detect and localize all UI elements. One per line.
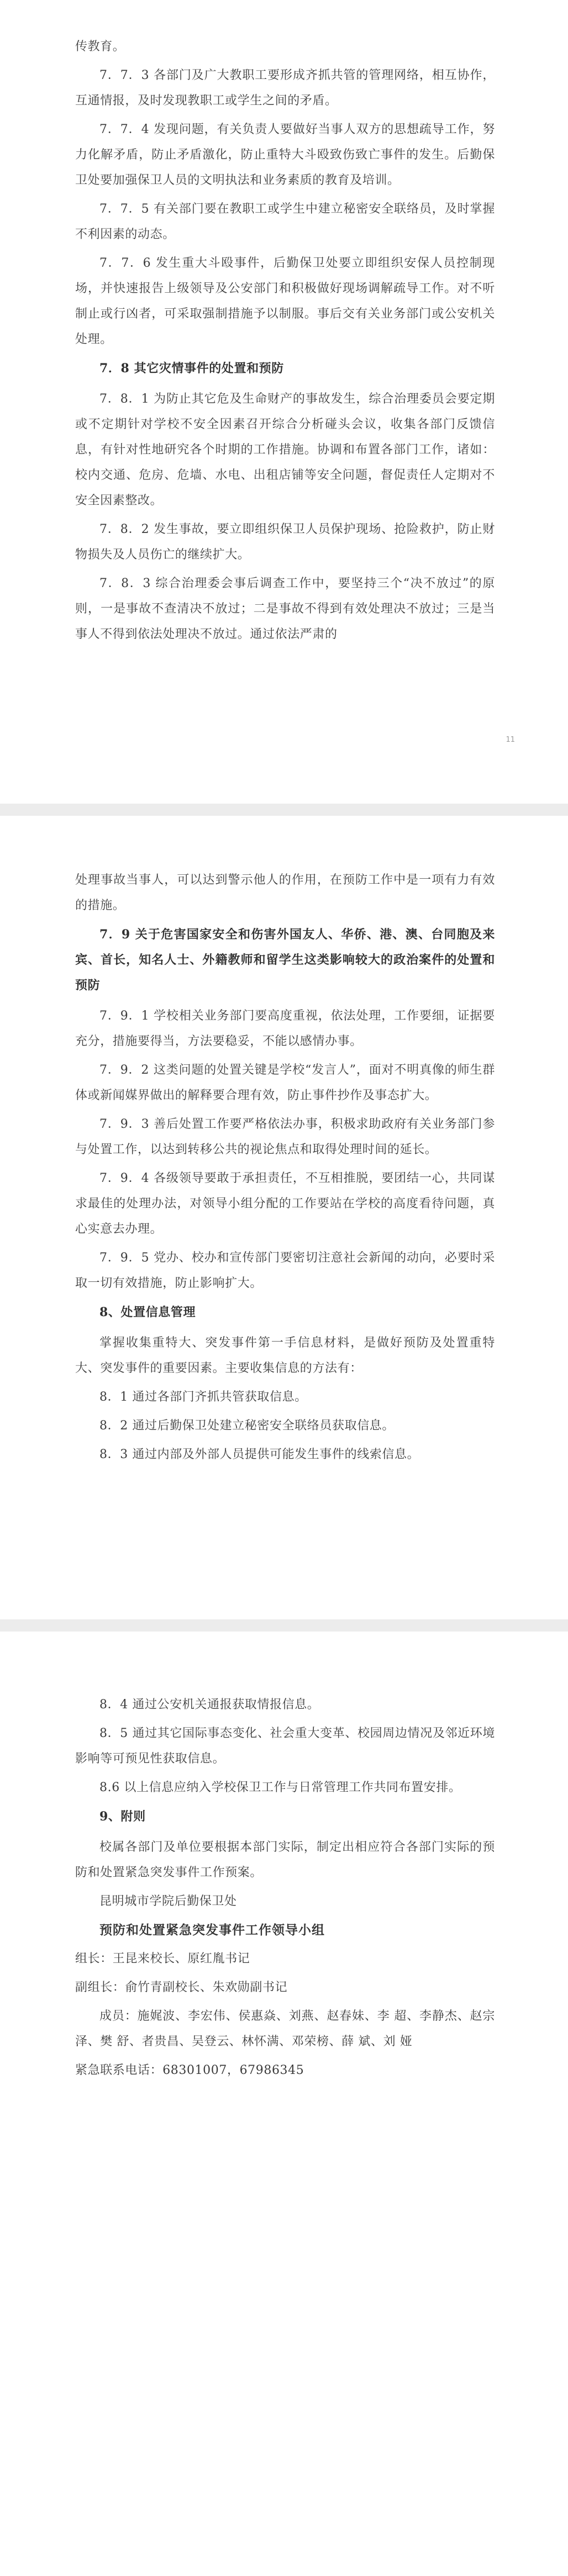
group-vice-leader: 副组长：俞竹青副校长、朱欢勋副书记: [75, 1981, 288, 1994]
section-heading: 9、附则: [99, 1809, 146, 1824]
paragraph: 8.6 以上信息应纳入学校保卫工作与日常管理工作共同布置安排。: [99, 1781, 461, 1794]
document-page-13: [0, 1632, 568, 2576]
paragraph: 7．9．4 各级领导要敢于承担责任，不互相推脱，要团结一心，共同谋求最佳的处理办法，对领导小组分配的工作要站在学校的高度看待问题，真心实意去办理。: [75, 1171, 495, 1236]
signature: 昆明城市学院后勤保卫处: [99, 1894, 237, 1908]
paragraph: 7．9．3 善后处置工作要严格依法办事，积极求助政府有关业务部门参与处置工作，以达到转移公共的视论焦点和取得处理时间的延长。: [75, 1117, 495, 1157]
emergency-contact: 紧急联系电话：68301007，67986345: [75, 2063, 304, 2077]
paragraph: 8．4 通过公安机关通报获取情报信息。: [99, 1698, 320, 1712]
page-content: [75, 34, 495, 651]
paragraph: 7．7．4 发现问题，有关负责人要做好当事人双方的思想疏导工作，努力化解矛盾，防止矛盾激化，防止重特大斗殴致伤致亡事件的发生。后勤保卫处要加强保卫人员的文明执法和业务素质的教育及培训。: [75, 123, 495, 187]
section-heading: 7．9 关于危害国家安全和伤害外国友人、华侨、港、澳、台同胞及来宾、首长，知名人士、外籍教师和留学生这类影响较大的政治案件的处置和预防: [75, 927, 495, 993]
page-number: 11: [506, 736, 515, 744]
paragraph: 8．5 通过其它国际事态变化、社会重大变革、校园周边情况及邻近环境影响等可预见性获取信息。: [75, 1727, 495, 1766]
group-leader: 组长：王昆来校长、原红胤书记: [75, 1952, 250, 1966]
paragraph: 7．8．1 为防止其它危及生命财产的事故发生，综合治理委员会要定期或不定期针对学校不安全因素召开综合分析碰头会议，收集各部门反馈信息，有针对性地研究各个时期的工作措施。协调和布置各部门工作，诸如：校内交通、危房、危墙、水电、出租店铺等安全问题，督促责任人定期对不安全因素整改。: [75, 392, 495, 508]
paragraph: 校属各部门及单位要根据本部门实际，制定出相应符合各部门实际的预防和处置紧急突发事件工作预案。: [75, 1840, 495, 1880]
group-title: 预防和处置紧急突发事件工作领导小组: [99, 1923, 325, 1938]
paragraph: 8．1 通过各部门齐抓共管获取信息。: [99, 1390, 307, 1404]
paragraph: 7．9．1 学校相关业务部门要高度重视，依法处理，工作要细，证据要充分，措施要得当，方法要稳妥，不能以感情办事。: [75, 1009, 495, 1048]
document-page-11: [0, 0, 568, 804]
section-heading: 8、处置信息管理: [99, 1305, 196, 1319]
paragraph: 7．7．3 各部门及广大教职工要形成齐抓共管的管理网络，相互协作，互通情报，及时发现教职工或学生之间的矛盾。: [75, 68, 495, 108]
paragraph: 7．9．2 这类问题的处置关键是学校“发言人”，面对不明真像的师生群体或新闻媒界做出的解释要合理有效，防止事件抄作及事态扩大。: [75, 1063, 495, 1102]
paragraph: 掌握收集重特大、突发事件第一手信息材料，是做好预防及处置重特大、突发事件的重要因素。主要收集信息的方法有：: [75, 1336, 495, 1375]
paragraph: 7．8．3 综合治理委会事后调查工作中，要坚持三个“决不放过”的原则，一是事故不查清决不放过；二是事故不得到有效处理决不放过；三是当事人不得到依法处理决不放过。通过依法严肃的: [75, 577, 495, 641]
paragraph: 7．7．5 有关部门要在教职工或学生中建立秘密安全联络员，及时掌握不利因素的动态。: [75, 202, 495, 241]
page-content: [75, 1692, 495, 2087]
section-heading: 7．8 其它灾情事件的处置和预防: [99, 361, 284, 376]
page-content: [75, 868, 495, 1471]
document-page-12: [0, 816, 568, 1619]
paragraph: 处理事故当事人，可以达到警示他人的作用，在预防工作中是一项有力有效的措施。: [75, 873, 495, 912]
paragraph: 7．9．5 党办、校办和宣传部门要密切注意社会新闻的动向，必要时采取一切有效措施，防止影响扩大。: [75, 1251, 495, 1290]
group-members: 成员：施娓波、李宏伟、侯惠焱、刘燕、赵春妹、李 超、李静杰、赵宗泽、樊 舒、者贵昌、吴登云、林怀满、邓荣榜、薛 斌、刘 娅: [75, 2009, 495, 2049]
paragraph: 8．2 通过后勤保卫处建立秘密安全联络员获取信息。: [99, 1419, 395, 1433]
paragraph: 传教育。: [75, 40, 125, 54]
paragraph: 7．8．2 发生事故，要立即组织保卫人员保护现场、抢险救护，防止财物损失及人员伤亡的继续扩大。: [75, 522, 495, 562]
paragraph: 7．7．6 发生重大斗殴事件，后勤保卫处要立即组织安保人员控制现场，并快速报告上级领导及公安部门和积极做好现场调解疏导工作。对不听制止或行凶者，可采取强制措施予以制服。事后交有关业务部门或公安机关处理。: [75, 256, 495, 346]
paragraph: 8．3 通过内部及外部人员提供可能发生事件的线索信息。: [99, 1448, 420, 1461]
